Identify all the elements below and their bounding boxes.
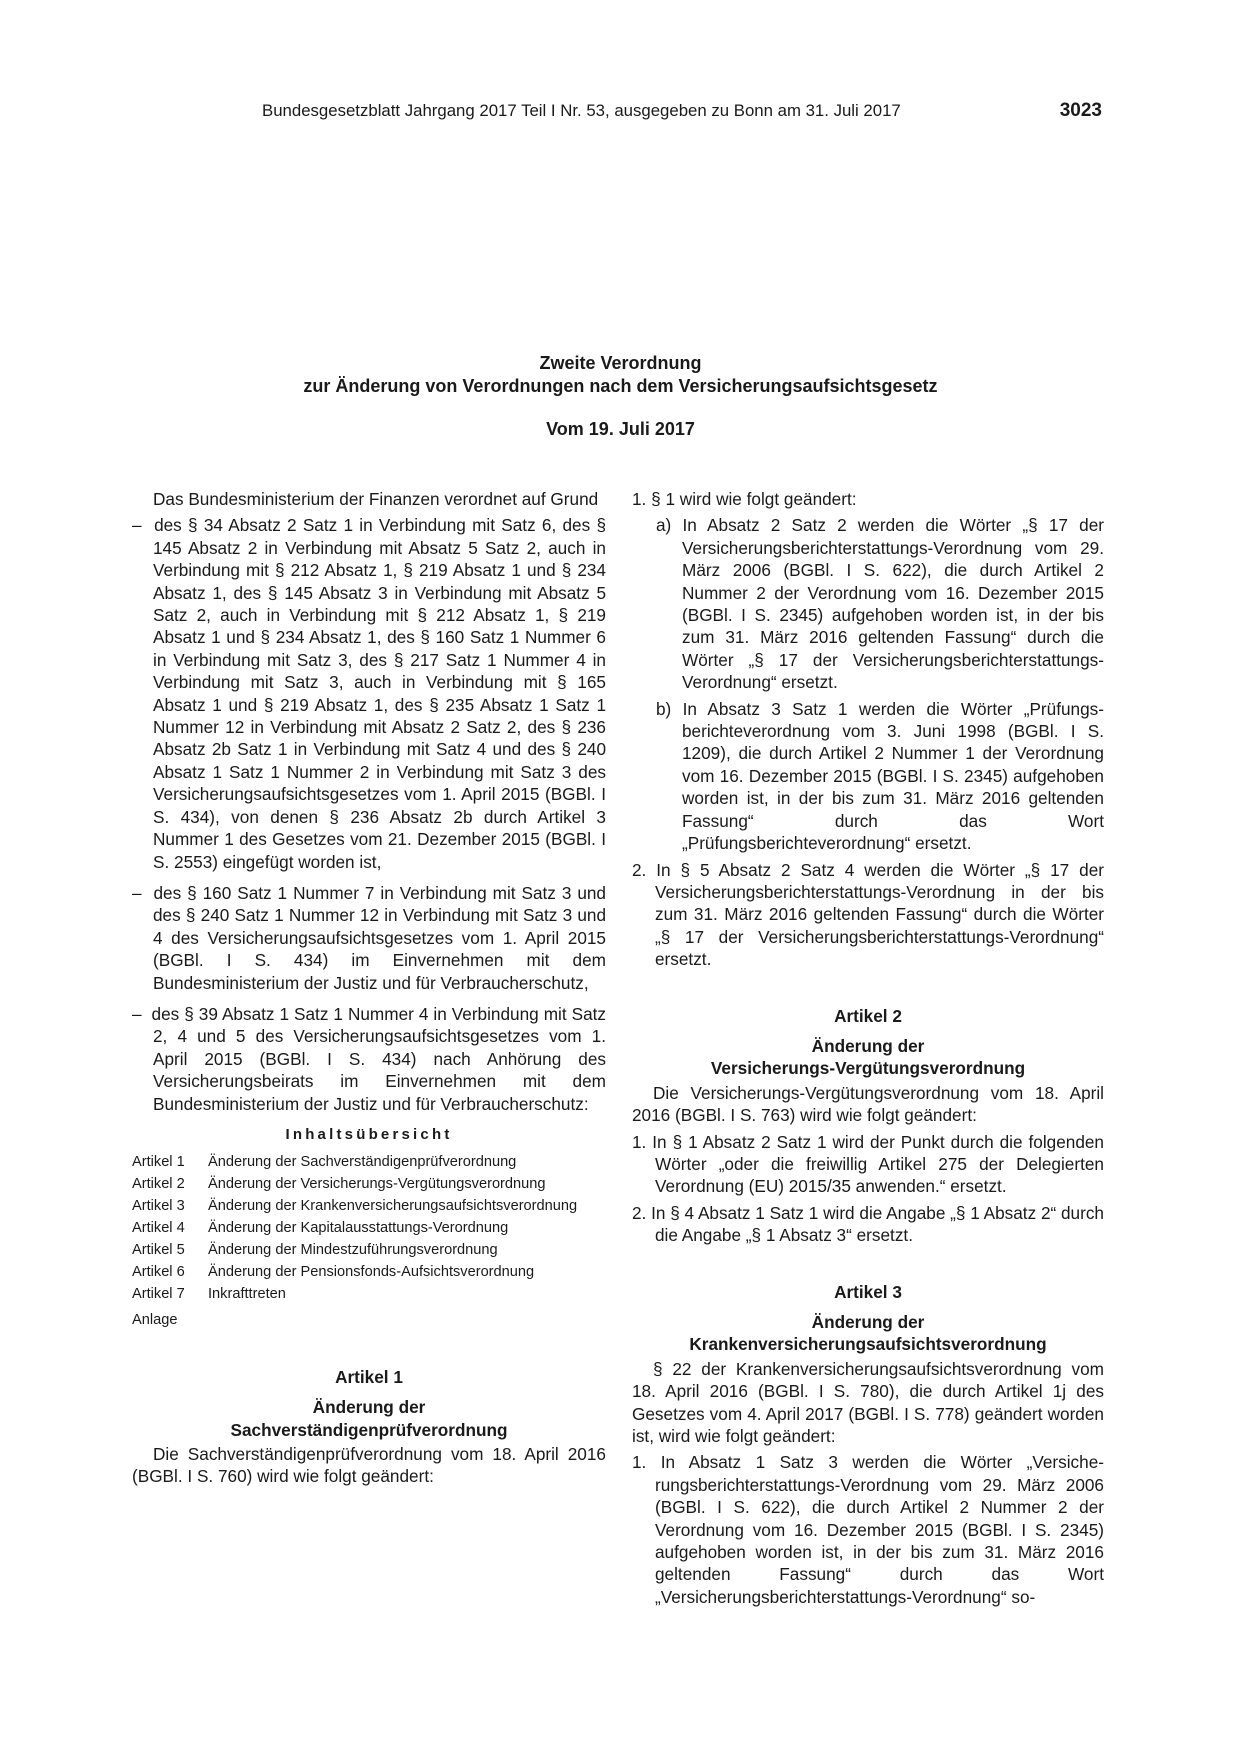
- artikel-2-subtitle: Änderung der Versicherungs-Vergütungsverordnung: [710, 1035, 1026, 1079]
- legal-basis-item: – des § 160 Satz 1 Nummer 7 in Verbindung mit Satz 3 und des § 240 Satz 1 Nummer 12 in Verbindung mit Satz 3 und 4 des Versicherungsaufsichtsgesetzes vom 1. April 2015 (BGBl. I S. 434) im Einvernehmen mit dem Bundesministerium der Justiz und für Verbraucherschutz,: [132, 882, 606, 993]
- toc-anlage: Anlage: [132, 1312, 178, 1329]
- artikel-3-text: § 22 der Krankenversicherungsaufsichtsverordnung vom 18. April 2016 (BGBl. I S. 780), die durch Artikel 1j des Gesetzes vom 4. April 2017 (BGBl. I S. 778) geändert worden ist, wird wie folgt geändert:: [632, 1358, 1104, 1447]
- artikel-2-text: Die Versicherungs-Vergütungsverordnung vom 18. April 2016 (BGBl. I S. 763) wird wie folgt geändert:: [632, 1082, 1104, 1126]
- toc-row: Artikel 3 Änderung der Krankenversicherungsaufsichtsverordnung: [132, 1198, 578, 1215]
- toc-row: Artikel 4 Änderung der Kapitalausstattungs-Verordnung: [132, 1220, 509, 1237]
- toc-row: Artikel 5 Änderung der Mindestzuführungsverordnung: [132, 1242, 498, 1259]
- artikel-1-subtitle: Änderung der Sachverständigenprüfverordnung: [230, 1397, 508, 1440]
- page-number: 3023: [1059, 100, 1102, 121]
- amendment-item: 1. In § 1 Absatz 2 Satz 1 wird der Punkt durch die folgenden Wörter „oder die freiwillig Artikel 275 der Delegierten Verordnung (EU) 2015/35 anwenden.“ ersetzt.: [632, 1131, 1104, 1197]
- document-date: Vom 19. Juli 2017: [546, 419, 695, 439]
- amendment-item: 2. In § 4 Absatz 1 Satz 1 wird die Angabe „§ 1 Absatz 2“ durch die Angabe „§ 1 Absatz 3“ ersetzt.: [632, 1202, 1104, 1246]
- artikel-1-heading: Artikel 1: [335, 1366, 403, 1387]
- intro-paragraph: Das Bundesministerium der Finanzen verordnet auf Grund: [153, 489, 599, 509]
- amendment-item: 1. § 1 wird wie folgt geändert:: [632, 489, 857, 509]
- document-title: [0, 352, 1241, 441]
- artikel-2-heading: Artikel 2: [834, 1005, 902, 1026]
- toc-row: Artikel 2 Änderung der Versicherungs-Vergütungsverordnung: [132, 1176, 546, 1193]
- gazette-line: Bundesgesetzblatt Jahrgang 2017 Teil I Nr. 53, ausgegeben zu Bonn am 31. Juli 2017: [262, 101, 901, 120]
- page-header: [262, 100, 1102, 122]
- toc-row: Artikel 6 Änderung der Pensionsfonds-Aufsichtsverordnung: [132, 1264, 535, 1281]
- toc-heading: Inhaltsübersicht: [285, 1125, 453, 1143]
- amendment-item: 2. In § 5 Absatz 2 Satz 4 werden die Wörter „§ 17 der Versicherungsberichterstattungs-Verordnung in der bis zum 31. März 2016 geltenden Fassung“ durch die Wörter „§ 17 der Versicherungsberichterstattungs-Verordnung“ ersetzt.: [632, 859, 1104, 970]
- left-column: [132, 488, 606, 1488]
- title-line-1: Zweite Verordnung: [539, 353, 702, 373]
- right-column: [632, 488, 1104, 1612]
- amendment-item: 1. In Absatz 1 Satz 3 werden die Wörter „Versicherungsberichterstattungs-Verordnung vom 29. März 2006 (BGBl. I S. 622), die durch Artikel 2 Nummer 2 der Verordnung vom 16. Dezember 2015 (BGBl. I S. 2345) aufgehoben worden ist, in der bis zum 31. März 2016 geltenden Fassung“ durch das Wort „Versicherungsberichterstattungs-Verordnung“ so-: [632, 1452, 1104, 1607]
- amendment-subitem: a) In Absatz 2 Satz 2 werden die Wörter „§ 17 der Versicherungsberichterstattungs-Verordnung vom 29. März 2006 (BGBl. I S. 622), die durch Artikel 2 Nummer 2 der Verordnung vom 16. Dezember 2015 (BGBl. I S. 2345) aufgehoben worden ist, in der bis zum 31. März 2016 geltenden Fassung“ durch die Wörter „§ 17 der Versicherungsberichterstattungs-Verordnung“ ersetzt.: [656, 515, 1104, 693]
- table-of-contents: [132, 1153, 606, 1331]
- legal-basis-item: – des § 39 Absatz 1 Satz 1 Nummer 4 in Verbindung mit Satz 2, 4 und 5 des Versicherungsaufsichtsgesetzes vom 1. April 2015 (BGBl. I S. 434) nach Anhörung des Versicherungsbeirats im Einvernehmen mit dem Bundesministerium der Justiz und für Verbraucherschutz:: [132, 1003, 606, 1114]
- artikel-1-text: Die Sachverständigenprüfverordnung vom 18. April 2016 (BGBl. I S. 760) wird wie folgt geändert:: [132, 1444, 606, 1487]
- artikel-3-subtitle: Änderung der Krankenversicherungsaufsichtsverordnung: [689, 1312, 1047, 1355]
- legal-basis-item: – des § 34 Absatz 2 Satz 1 in Verbindung mit Satz 6, des § 145 Absatz 2 in Verbindung mit Absatz 5 Satz 2, auch in Verbindung mit § 212 Absatz 1, § 219 Absatz 1 und § 234 Absatz 1, des § 145 Absatz 3 in Verbindung mit Absatz 5 Satz 2, auch in Verbindung mit § 212 Absatz 1, § 219 Absatz 1 und § 234 Absatz 1, des § 160 Satz 1 Nummer 6 in Verbindung mit Satz 3, des § 217 Satz 1 Nummer 4 in Verbindung mit Satz 3, auch in Verbindung mit § 165 Absatz 1 und § 219 Absatz 1, des § 235 Absatz 1 Satz 1 Nummer 12 in Verbindung mit Absatz 2 Satz 2, des § 236 Absatz 2b Satz 1 in Verbindung mit Satz 4 und des § 240 Absatz 1 Satz 1 Nummer 2 in Verbindung mit Satz 3 des Versicherungsaufsichtsgesetzes vom 1. April 2015 (BGBl. I S. 434), von denen § 236 Absatz 2b durch Artikel 3 Nummer 1 des Gesetzes vom 21. Dezember 2015 (BGBl. I S. 2553) eingefügt worden ist,: [132, 515, 607, 872]
- toc-row: Artikel 1 Änderung der Sachverständigenprüfverordnung: [132, 1154, 517, 1171]
- artikel-3-heading: Artikel 3: [834, 1281, 902, 1302]
- toc-row: Artikel 7 Inkrafttreten: [132, 1286, 286, 1303]
- title-line-2: zur Änderung von Verordnungen nach dem Versicherungsaufsichtsgesetz: [303, 376, 938, 396]
- amendment-subitem: b) In Absatz 3 Satz 1 werden die Wörter „Prüfungsberichteverordnung vom 3. Juni 1998 (BGBl. I S. 1209), die durch Artikel 2 Nummer 1 der Verordnung vom 16. Dezember 2015 (BGBl. I S. 2345) aufgehoben worden ist, in der bis zum 31. März 2016 geltenden Fassung“ durch das Wort „Prüfungsberichteverordnung“ ersetzt.: [656, 698, 1104, 854]
